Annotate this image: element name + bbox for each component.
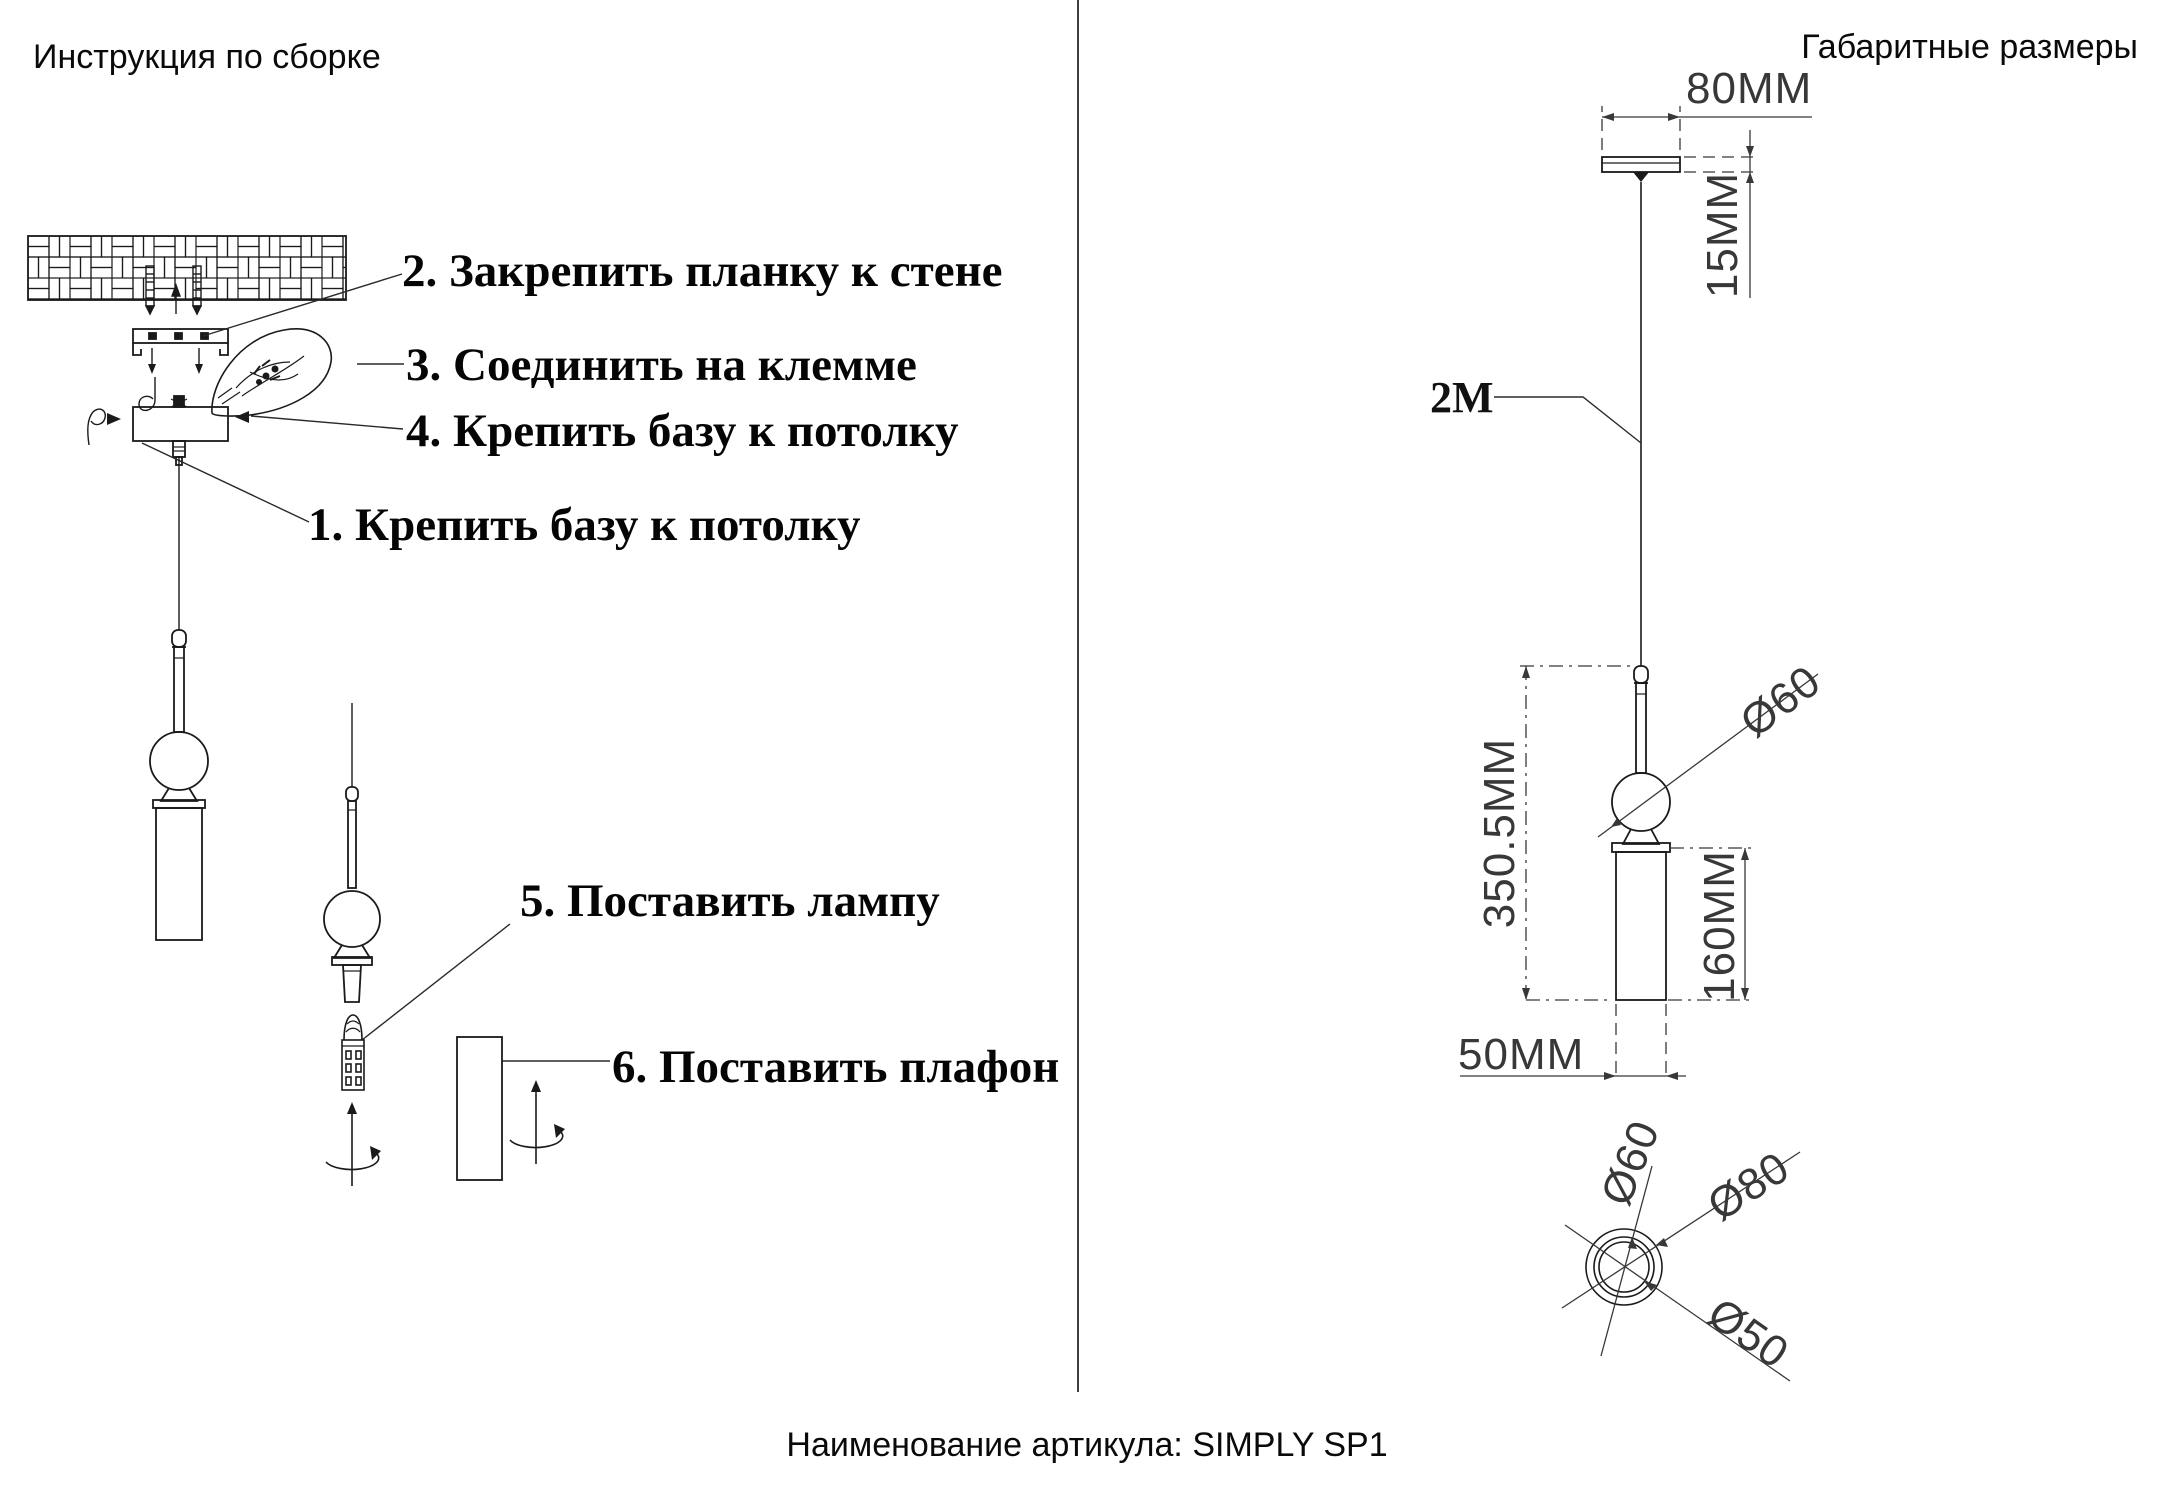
step-5-label: 5. Поставить лампу xyxy=(520,875,940,927)
bottom-d50-label: Ø50 xyxy=(1698,1288,1798,1379)
step-3-label: 3. Соединить на клемме xyxy=(406,339,917,391)
step-2-label: 2. Закрепить планку к стене xyxy=(402,245,1003,297)
panel-divider xyxy=(1077,0,1079,1392)
bottom-d60-label: Ø60 xyxy=(1591,1113,1670,1212)
canopy-height-label: 15MM xyxy=(1698,171,1747,299)
shade-width-label: 50MM xyxy=(1458,1030,1585,1079)
ceiling-canopy xyxy=(1602,157,1680,182)
ball-diameter-label: Ø60 xyxy=(1731,656,1830,748)
lamp-side-view xyxy=(1612,666,1670,1000)
shade-height-label: 160MM xyxy=(1695,850,1744,1002)
right-panel-title: Габаритные размеры xyxy=(1801,28,2138,66)
body-height-label: 350.5MM xyxy=(1475,737,1524,929)
dim-350mm xyxy=(1520,666,1636,1000)
step-6-label: 6. Поставить плафон xyxy=(612,1041,1060,1093)
left-panel-title: Инструкция по сборке xyxy=(33,38,381,76)
cable-length-label: 2M xyxy=(1430,373,1494,422)
canopy-width-label: 80MM xyxy=(1686,64,1813,113)
article-caption: Наименование артикула: SIMPLY SP1 xyxy=(786,1426,1388,1464)
step-4-label: 4. Крепить базу к потолку xyxy=(406,405,959,457)
step-1-label: 1. Крепить базу к потолку xyxy=(308,499,861,551)
bottom-d80-label: Ø80 xyxy=(1699,1142,1799,1231)
leader-2m xyxy=(1494,397,1641,443)
